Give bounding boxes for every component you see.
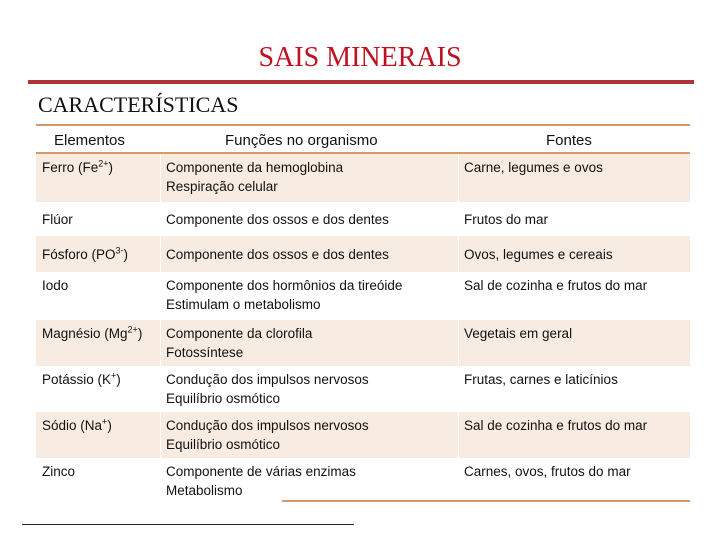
function-line: Metabolismo	[166, 483, 243, 498]
column-separator	[458, 236, 459, 272]
column-separator	[458, 320, 459, 366]
title-rule	[28, 80, 694, 84]
functions-cell	[166, 276, 402, 314]
table-row	[36, 272, 690, 320]
element-suffix: )	[108, 160, 114, 175]
table-top-rule	[36, 124, 690, 126]
slide-title: SAIS MINERAIS	[258, 42, 462, 73]
column-separator	[160, 272, 161, 320]
header-elementos: Elementos	[54, 132, 125, 149]
table-row	[36, 458, 690, 504]
element-suffix: )	[123, 246, 129, 262]
table-row	[36, 154, 690, 202]
element-name: Zinco	[42, 464, 76, 479]
function-line: Componente da clorofila	[166, 326, 313, 341]
function-line: Respiração celular	[166, 179, 278, 194]
functions-cell	[166, 210, 389, 229]
sources-cell: Frutos do mar	[464, 211, 549, 227]
function-line: Componente dos hormônios da tireóide	[166, 278, 403, 293]
column-separator	[458, 272, 459, 320]
column-separator	[458, 154, 459, 202]
functions-cell	[166, 462, 356, 500]
element-cell	[42, 276, 68, 295]
function-line: Componente dos ossos e dos dentes	[166, 246, 389, 262]
element-cell	[42, 324, 142, 343]
function-line: Equilíbrio osmótico	[166, 437, 281, 452]
column-separator	[160, 202, 161, 236]
table-row	[36, 236, 690, 272]
function-line: Componente de várias enzimas	[166, 464, 356, 479]
column-separator	[160, 320, 161, 366]
column-separator	[160, 412, 161, 458]
header-funcoes: Funções no organismo	[225, 132, 378, 149]
function-line: Fotossíntese	[166, 345, 244, 360]
element-cell	[42, 370, 121, 389]
sources-cell: Carne, legumes e ovos	[464, 160, 603, 175]
slide-subtitle: CARACTERÍSTICAS	[38, 92, 239, 117]
element-cell	[42, 158, 113, 177]
functions-cell	[166, 245, 389, 264]
bottom-rule-right	[282, 500, 690, 502]
element-cell	[42, 245, 128, 264]
bottom-rule-left	[22, 524, 354, 525]
ion-charge: 2+	[127, 324, 138, 335]
column-separator	[160, 458, 161, 504]
function-line: Condução dos impulsos nervosos	[166, 418, 369, 433]
column-separator	[160, 236, 161, 272]
sources-cell: Vegetais em geral	[464, 326, 573, 341]
sources-cell: Frutas, carnes e laticínios	[464, 372, 618, 387]
table-row	[36, 366, 690, 412]
element-name: Potássio (K	[42, 372, 112, 387]
header-fontes: Fontes	[546, 132, 592, 149]
element-suffix: )	[116, 372, 121, 387]
element-name: Iodo	[42, 278, 69, 293]
functions-cell	[166, 324, 312, 362]
element-cell	[42, 462, 75, 481]
table-row	[36, 202, 690, 236]
element-cell	[42, 210, 73, 229]
sources-cell: Sal de cozinha e frutos do mar	[464, 278, 648, 293]
function-line: Componente da hemoglobina	[166, 160, 344, 175]
table-row	[36, 320, 690, 366]
column-separator	[458, 412, 459, 458]
element-cell	[42, 416, 112, 435]
ion-charge: 2+	[98, 158, 109, 169]
column-separator	[458, 366, 459, 412]
sources-cell: Carnes, ovos, frutos do mar	[464, 464, 631, 479]
ion-charge: +	[102, 416, 108, 427]
function-line: Componente dos ossos e dos dentes	[166, 211, 389, 227]
element-suffix: )	[137, 326, 143, 341]
sources-cell: Ovos, legumes e cereais	[464, 246, 613, 262]
function-line: Estimulam o metabolismo	[166, 297, 321, 312]
ion-charge: +	[111, 370, 117, 381]
ion-charge: 3-	[115, 245, 124, 255]
functions-cell	[166, 416, 369, 454]
table-header-row	[36, 128, 690, 154]
sources-cell: Sal de cozinha e frutos do mar	[464, 418, 648, 433]
element-name: Ferro (Fe	[42, 160, 99, 175]
column-separator	[458, 458, 459, 504]
column-separator	[160, 154, 161, 202]
element-name: Fósforo (PO	[42, 246, 116, 262]
element-name: Magnésio (Mg	[42, 326, 128, 341]
element-name: Sódio (Na	[42, 418, 103, 433]
column-separator	[160, 366, 161, 412]
column-separator	[458, 202, 459, 236]
functions-cell	[166, 158, 343, 196]
table-row	[36, 412, 690, 458]
functions-cell	[166, 370, 369, 408]
element-name: Flúor	[42, 211, 73, 227]
function-line: Condução dos impulsos nervosos	[166, 372, 369, 387]
function-line: Equilíbrio osmótico	[166, 391, 281, 406]
element-suffix: )	[107, 418, 112, 433]
